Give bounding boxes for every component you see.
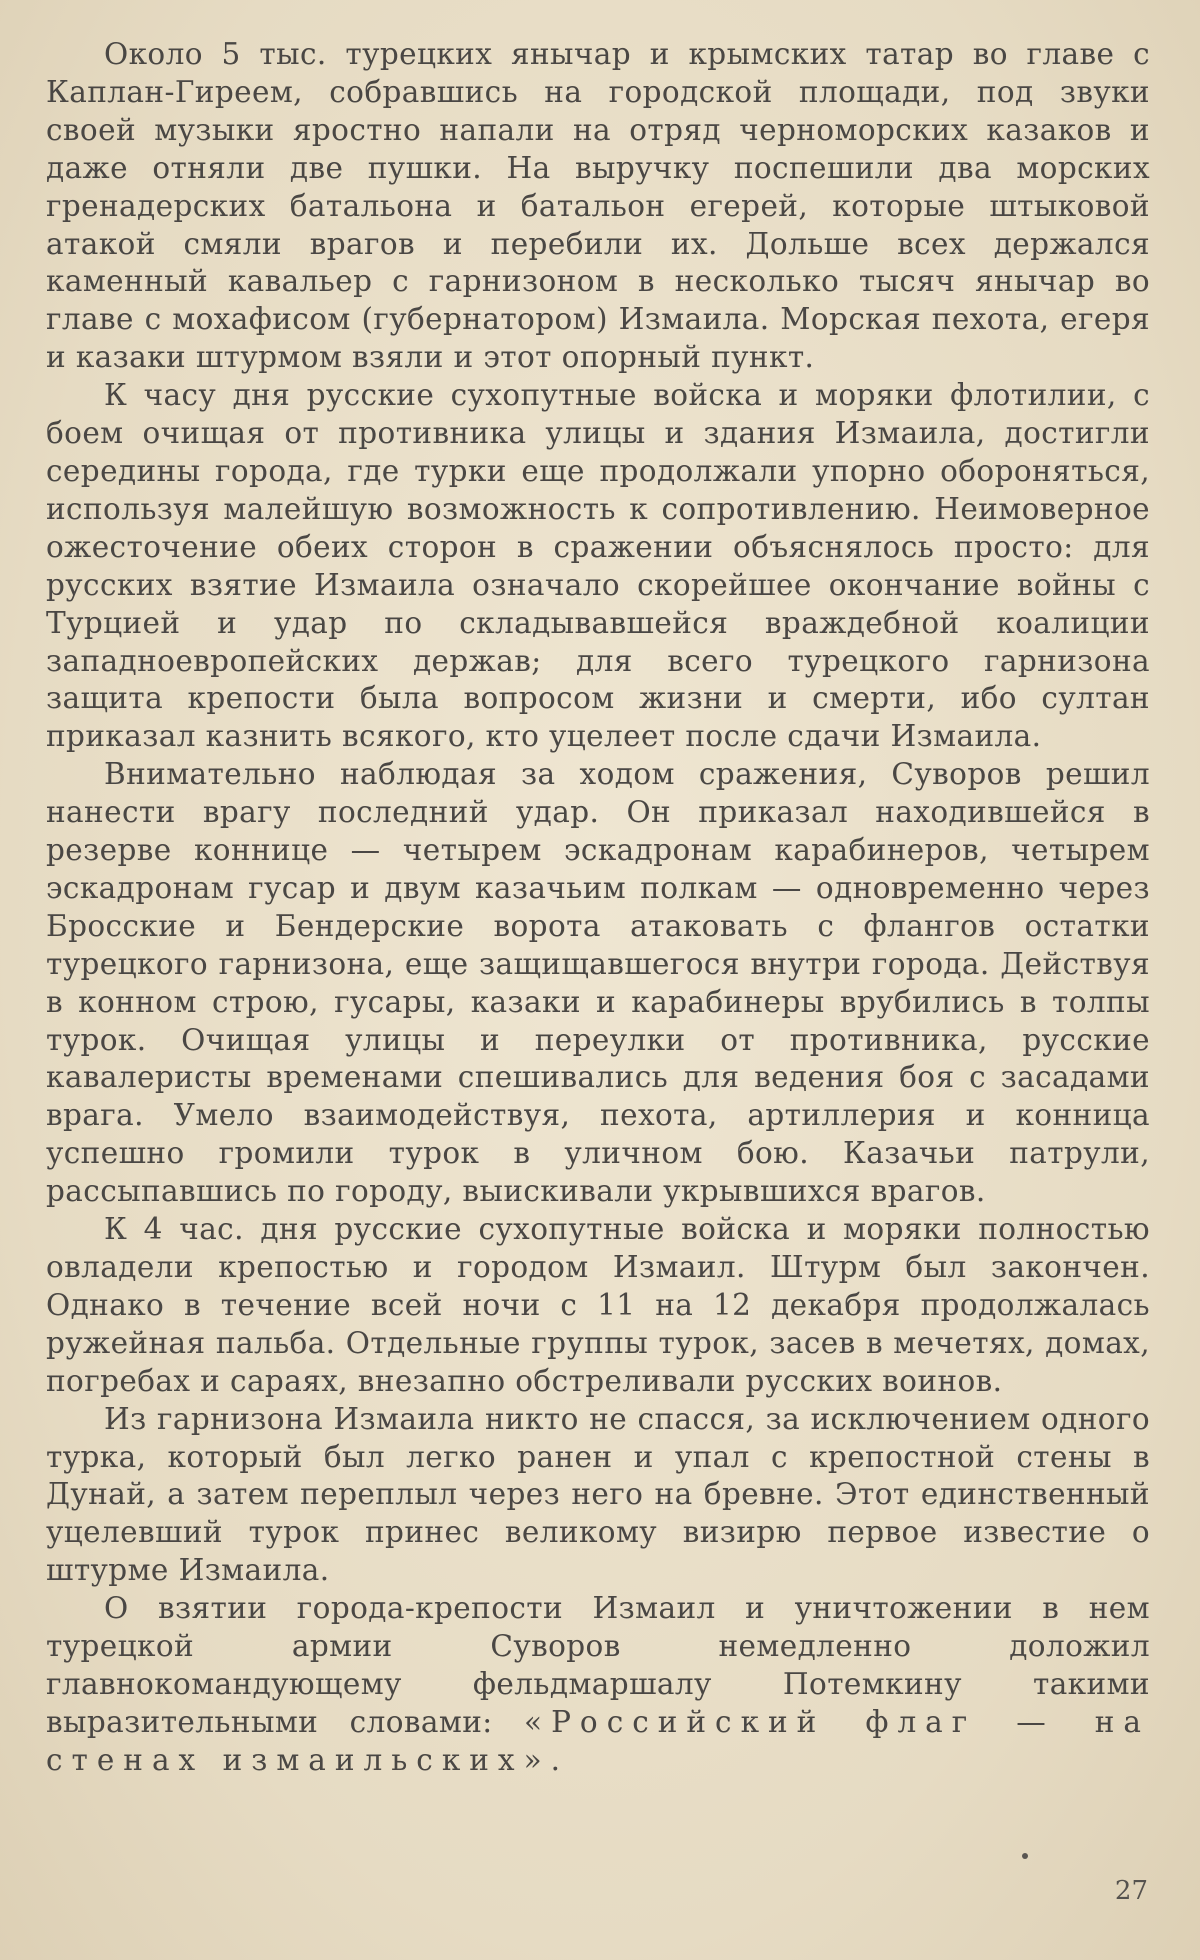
spaced-quote: «Российский флаг — на стенах измаильских». — [46, 1704, 1150, 1777]
print-speck — [1022, 1853, 1028, 1859]
paragraph-4: К 4 час. дня русские сухопутные войска и моряки полностью овладели крепостью и городом Измаил. Штурм был закончен. Однако в течение всей ночи с 11 на 12 декабря продолжалась ружейная пальба. Отдельные группы турок, засев в мечетях, домах, погребах и сараях, внезапно обстреливали русских воинов. — [46, 1212, 1150, 1398]
paragraph-3: Внимательно наблюдая за ходом сражения, Суворов решил нанести врагу последний удар. Он приказал находившейся в резерве коннице — четырем эскадронам карабинеров, четырем эскадронам гусар и двум казачьим полкам — одновременно через Бросские и Бендерские ворота атаковать с флангов остатки турецкого гарнизона, еще защищавшегося внутри города. Действуя в конном строю, гусары, казаки и карабинеры врубились в толпы турок. Очищая улицы и переулки от противника, русские кавалеристы временами спешивались для ведения боя с засадами врага. Умело взаимодействуя, пехота, артиллерия и конница успешно громили турок в уличном бою. Казачьи патрули, рассыпавшись по городу, выискивали укрывшихся врагов. — [46, 757, 1150, 1209]
paragraph-5: Из гарнизона Измаила никто не спасся, за исключением одного турка, который был легко ранен и упал с крепостной стены в Дунай, а затем переплыл через него на бревне. Этот единственный уцелевший турок принес великому визирю первое известие о штурме Измаила. — [46, 1401, 1150, 1588]
page-number: 27 — [1114, 1876, 1148, 1906]
paragraph-6 — [46, 1590, 1150, 1780]
paragraph-6-lead: О взятии города-крепости Измаил и уничтожении в нем турецкой армии Суворов немедленно доложил главнокомандующему фельдмаршалу Потемкину такими выразительными словами: — [46, 1591, 1150, 1739]
paragraph-2: К часу дня русские сухопутные войска и моряки флотилии, с боем очищая от противника улицы и здания Измаила, достигли середины города, где турки еще продолжали упорно обороняться, используя малейшую возможность к сопротивлению. Неимоверное ожесточение обеих сторон в сражении объяснялось просто: для русских взятие Измаила означало скорейшее окончание войны с Турцией и удар по складывавшейся враждебной коалиции западноевропейских держав; для всего турецкого гарнизона защита крепости была вопросом жизни и смерти, ибо султан приказал казнить всякого, кто уцелеет после сдачи Измаила. — [46, 378, 1150, 754]
paragraph-1: Около 5 тыс. турецких янычар и крымских татар во главе с Каплан-Гиреем, собравшись на городской площади, под звуки своей музыки яростно напали на отряд черноморских казаков и даже отняли две пушки. На выручку поспешили два морских гренадерских батальона и батальон егерей, которые штыковой атакой смяли врагов и перебили их. Дольше всех держался каменный кавальер с гарнизоном в несколько тысяч янычар во главе с мохафисом (губернатором) Измаила. Морская пехота, егеря и казаки штурмом взяли и этот опорный пункт. — [46, 37, 1150, 375]
body-text — [46, 36, 1150, 1780]
